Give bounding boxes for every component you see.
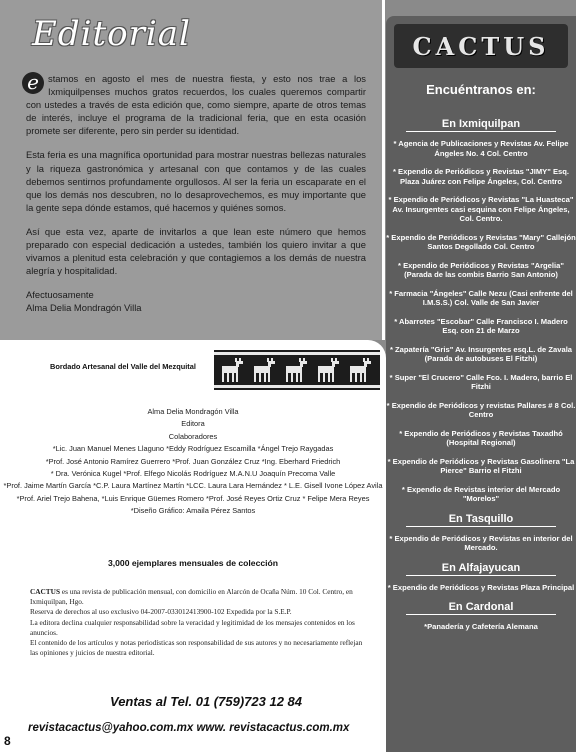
legal-brand: CACTUS — [30, 587, 61, 596]
signoff-greeting: Afectuosamente — [26, 289, 94, 301]
legal-paragraph-3: La editora declina cualquier responsabilidad sobre la veracidad y legitimidad de los mensajes contenidos en los anuncios. — [30, 617, 355, 637]
embroidery-caption: Bordado Artesanal del Valle del Mezquital — [50, 362, 196, 371]
location-item: * Abarrotes "Escobar" Calle Francisco I. Madero Esq. con 21 de Marzo — [394, 316, 568, 335]
location-item: * Super "El Crucero" Calle Fco. I. Madero, barrio El Fitzhi — [389, 372, 573, 391]
legal-paragraph-1 — [30, 587, 364, 607]
collaborators-line: *Prof. Jaime Martín García *C.P. Laura Martínez Martín *LCC. Laura Lara Hernández * L.E. Gisell Ivone López Avila — [3, 481, 383, 491]
collaborators-line: *Prof. Ariel Trejo Bahena, *Luis Enrique Güemes Romero *Prof. José Reyes Ortiz Cruz * Felipe Mera Reyes — [16, 493, 370, 503]
editorial-panel — [0, 0, 385, 340]
embroidery-deer-image — [214, 350, 380, 390]
locations-sidebar — [386, 16, 576, 752]
contact-web: revistacactus@yahoo.com.mx www. revistacactus.com.mx — [28, 722, 350, 734]
deer-pattern-icon — [214, 350, 380, 390]
editorial-signoff — [26, 288, 366, 314]
editorial-paragraph-1 — [26, 72, 366, 137]
location-item: * Farmacia "Ángeles" Calle Nezu (Casi enfrente del I.M.S.S.) Col. Valle de San Javier — [389, 288, 573, 307]
location-item: * Expendio de Periódicos y Revistas Plaza Principal — [387, 582, 575, 592]
collaborators-line: *Prof. José Antonio Ramírez Guerrero *Prof. Juan González Cruz *Ing. Eberhard Friedrich — [45, 456, 341, 466]
location-item: * Expendio de Revistas interior del Mercado "Morelos" — [401, 484, 561, 503]
drop-cap: e — [22, 72, 44, 94]
town-alfajayucan: En Alfajayucan — [406, 562, 556, 576]
location-item: *Panadería y Cafetería Alemana — [424, 622, 538, 631]
collaborators-line: * Dra. Verónica Kugel *Prof. Elfego Nicolás Rodríguez M.A.N.U Joaquín Precoma Valle — [50, 469, 336, 479]
cactus-logo — [394, 24, 568, 68]
location-item: * Zapatería "Gris" Av. Insurgentes esq.L. de Zavala (Parada de autobuses El Fitzhi) — [389, 344, 573, 363]
credits-panel — [0, 340, 386, 752]
collaborators-title: Colaboradores — [168, 431, 218, 441]
legal-notice — [30, 587, 364, 658]
logo-text: CACTUS — [412, 31, 550, 61]
credits-list — [0, 406, 386, 518]
editorial-paragraph-3: Así que esta vez, aparte de invitarlos a que lean este número que hemos preparado con especial dedicación a ustedes, también los quiero invitar a que vivamos a plenitud esta celebración y que contagiemos a los demás de nuestra alegría y hospitalidad. — [26, 225, 366, 277]
location-item: * Agencia de Publicaciones y Revistas Av. Felipe Ángeles No. 4 Col. Centro — [393, 139, 569, 158]
legal-paragraph-1-text: es una revista de publicación mensual, con domicilio en Alarcón de Ocaña Núm. 10 Col. Centro, en Ixmiquilpan, Hgo. — [30, 587, 353, 607]
location-list — [386, 112, 576, 641]
editor-name: Alma Delia Mondragón Villa — [147, 407, 239, 416]
paragraph-1-text: stamos en agosto el mes de nuestra fiesta, y esto nos trae a los Ixmiquilpenses muchos gratos recuerdos, los cuales queremos compartir con ustedes a través de esta edición que, como siempre, aparte de otros temas de interés, incluye el programa de la tradicional feria, que en esta ocasión promete ser diferente, pero sin perder su identidad. — [26, 73, 366, 137]
designer-line: *Diseño Gráfico: Amaila Pérez Santos — [130, 506, 256, 516]
location-item: * Expendio de Periódicos y revistas Pallares # 8 Col. Centro — [386, 400, 576, 419]
town-cardonal: En Cardonal — [406, 601, 556, 615]
print-run: 3,000 ejemplares mensuales de colección — [107, 558, 279, 568]
location-item: * Expendio de Periódicos y Revistas en interior del Mercado. — [389, 533, 573, 552]
signoff-name: Alma Delia Mondragón Villa — [26, 302, 142, 314]
location-item: * Expendio de Periódicos y Revistas "Mary" Callejón Santos Degollado Col. Centro — [386, 232, 576, 251]
editor-role: Editora — [181, 419, 205, 429]
location-item: * Expendio de Periódicos y Revistas "JIMY" Esq. Plaza Juárez con Felipe Ángeles, Col. Centro — [392, 167, 569, 186]
collaborators-line: *Lic. Juan Manuel Menes Llaguno *Eddy Rodríguez Escamilla *Ángel Trejo Raygadas — [52, 444, 334, 454]
legal-paragraph-2: Reserva de derechos al uso exclusivo 04-2007-033012413900-102 Expedida por la S.E.P. — [30, 607, 292, 617]
sales-phone: Ventas al Tel. 01 (759)723 12 84 — [110, 694, 302, 709]
location-item: * Expendio de Periódicos y Revistas Gasolinera "La Pierce" Barrio el Fitzhi — [387, 456, 575, 475]
town-tasquillo: En Tasquillo — [406, 513, 556, 527]
editorial-paragraph-2: Esta feria es una magnífica oportunidad para mostrar nuestras bellezas naturales y la riqueza gastronómica y artesanal con que contamos y de las cuales debemos sentirnos profundamente orgullosos. Al ser la feria un escaparate en el que los demás nos descubren, no lo desaprovechemos, es muy importante que la gente sepa dónde estamos, qué hacemos y quiénes somos. — [26, 149, 366, 213]
find-us-title: Encuéntranos en: — [426, 82, 536, 97]
editorial-heading: Editorial — [32, 14, 191, 54]
editorial-body — [26, 72, 366, 315]
page-number: 8 — [4, 734, 11, 748]
location-item: * Expendio de Periódicos y Revistas "La Huasteca" Av. Insurgentes casi esquina con Felipe Ángeles, Col. Centro. — [388, 195, 574, 223]
location-item: * Expendio de Periódicos y Revistas "Argelia" (Parada de las combis Barrio San Antonio) — [398, 260, 564, 279]
location-item: * Expendio de Periódicos y Revistas Taxadhó (Hospital Regional) — [399, 428, 563, 447]
legal-paragraph-4: El contenido de los artículos y notas periodísticas son responsabilidad de sus autores y no necesariamente reflejan las opiniones y juicios de nuestra editorial. — [30, 638, 363, 658]
town-ixmiquilpan: En Ixmiquilpan — [406, 118, 556, 132]
